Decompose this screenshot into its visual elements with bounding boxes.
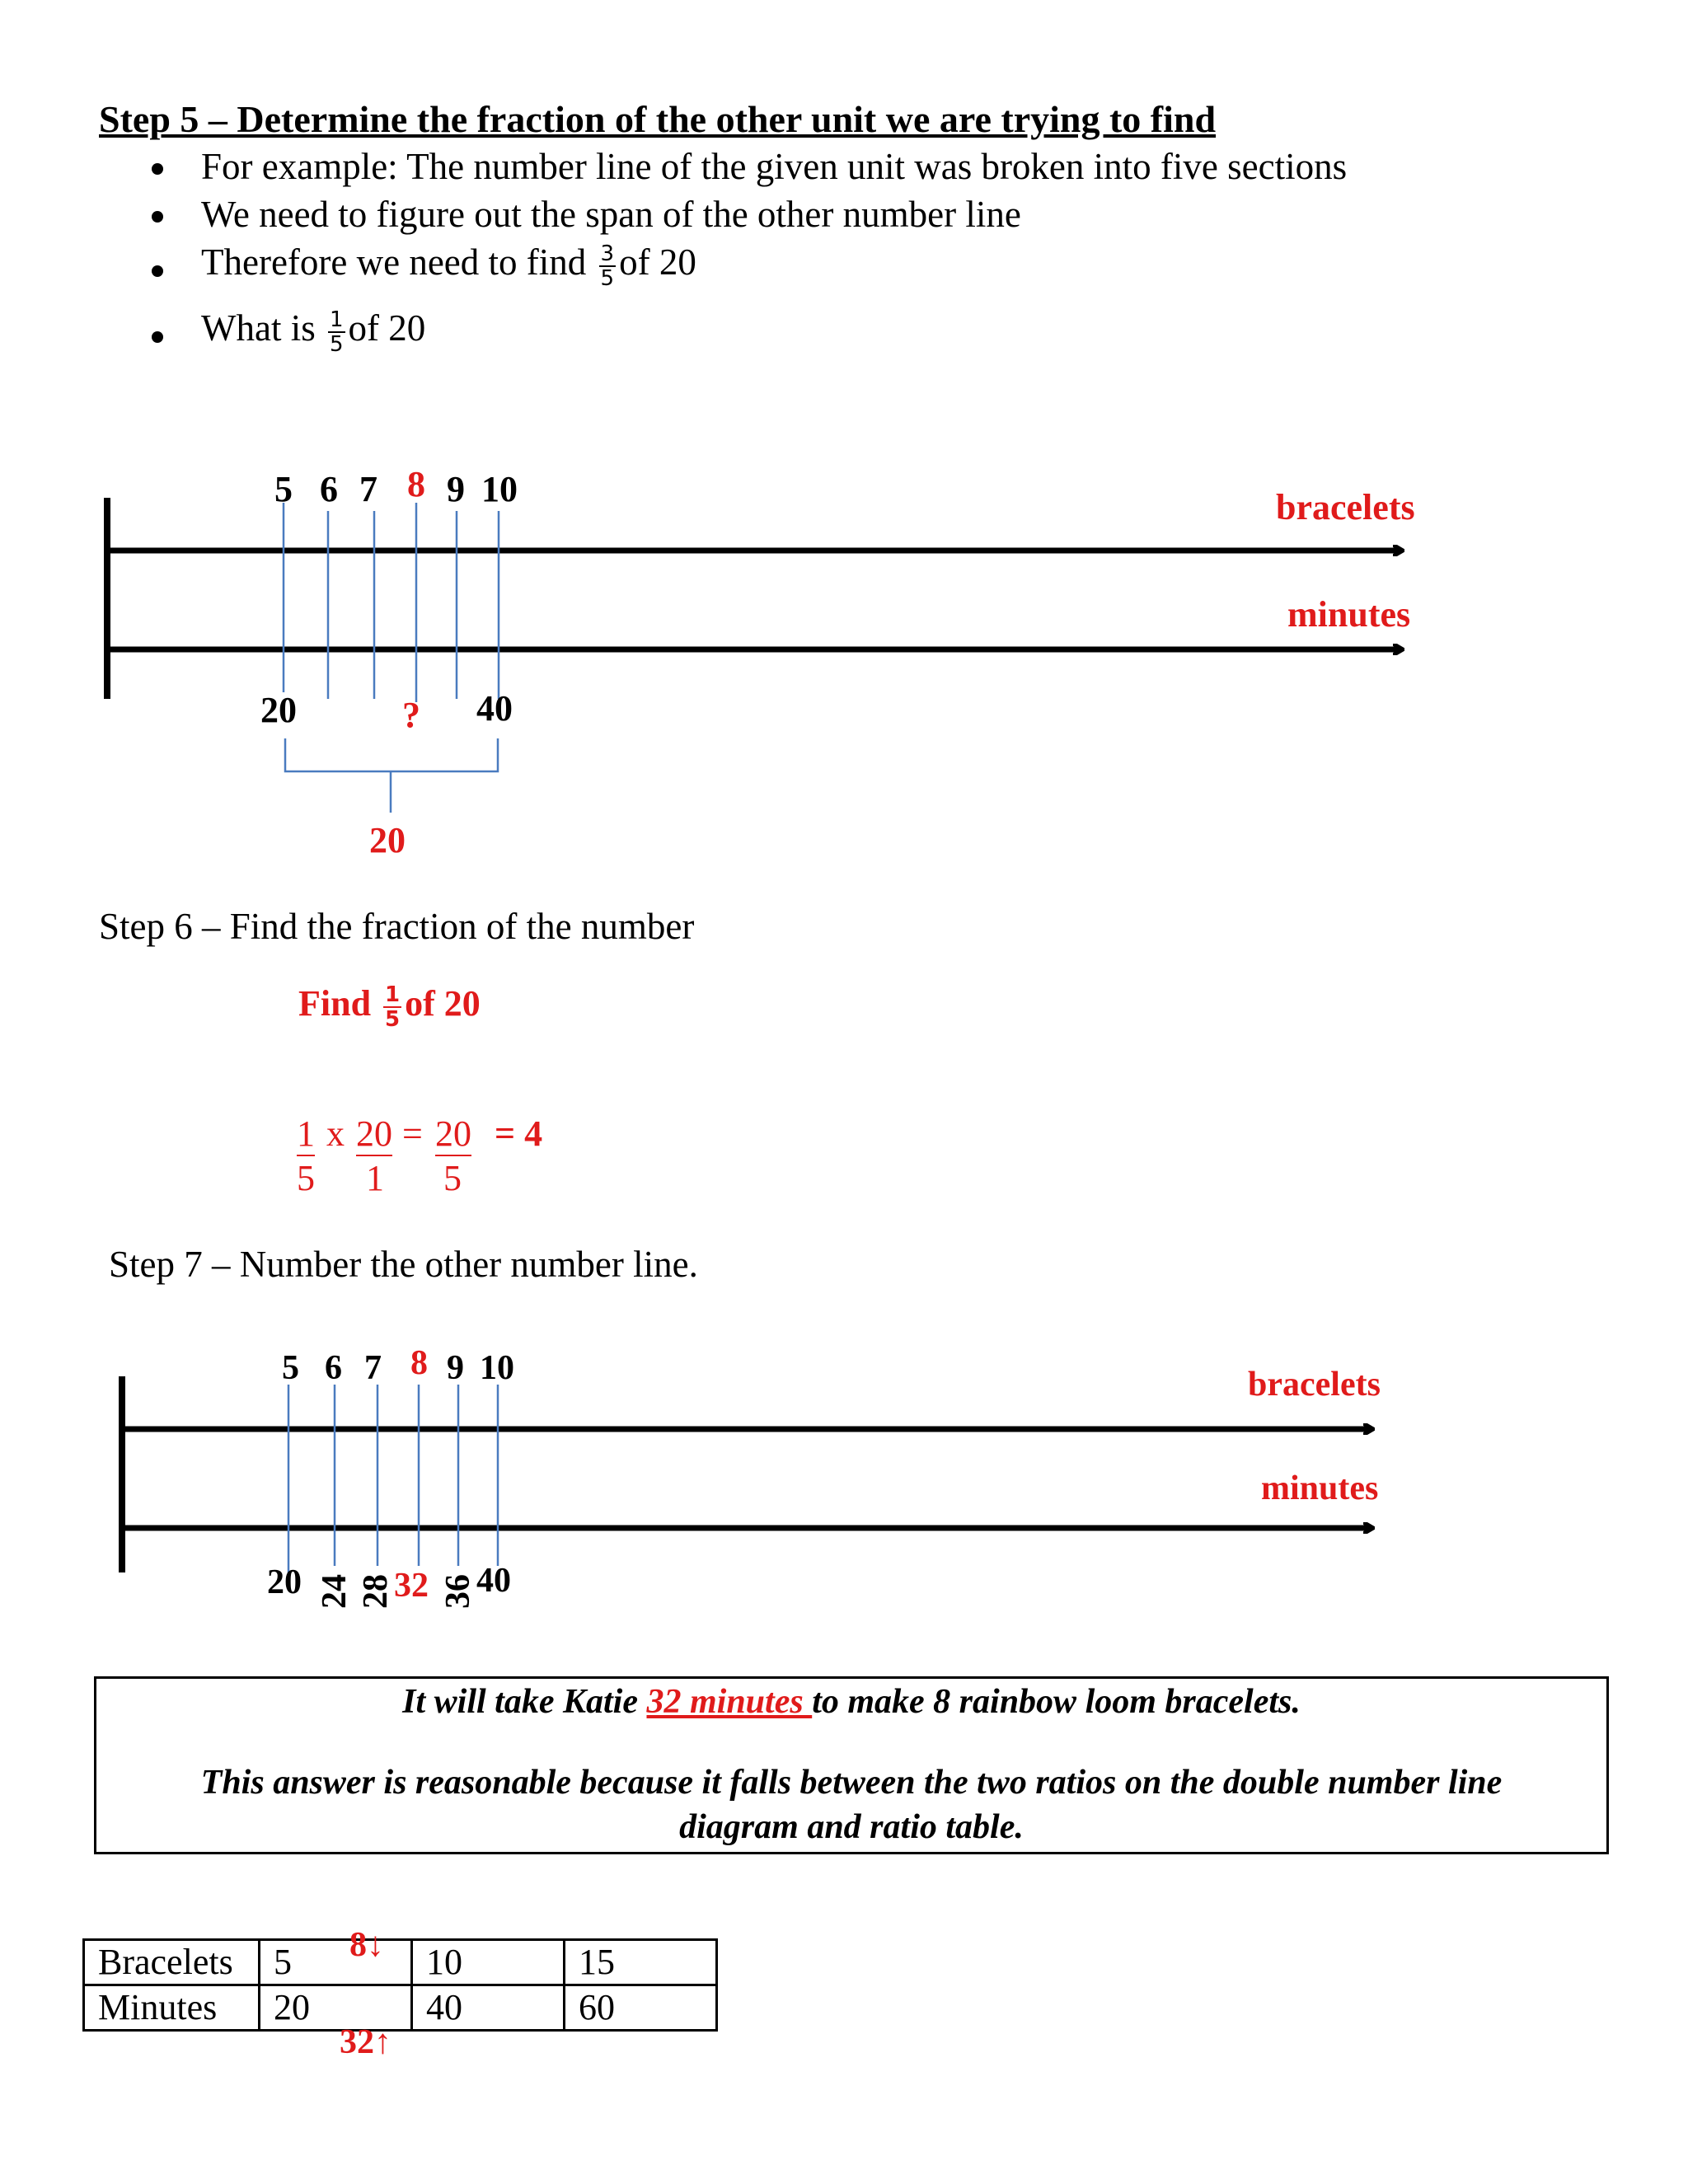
calc-b-denominator: 1	[366, 1158, 384, 1198]
top-tick-label: 7	[364, 1349, 382, 1387]
minutes-unit-label: minutes	[1261, 1469, 1379, 1507]
calc-result: = 4	[495, 1113, 543, 1154]
table-cell: 60	[565, 1985, 717, 2031]
bottom-tick-label: 20	[260, 690, 297, 730]
table-row	[84, 1940, 717, 1985]
span-label: 20	[369, 820, 406, 860]
bottom-tick-label: 20	[267, 1563, 302, 1601]
table-cell: 15	[565, 1940, 717, 1985]
table-cell: Minutes	[84, 1985, 260, 2031]
double-number-line-2	[0, 1319, 1688, 1615]
double-number-line-1	[0, 0, 1688, 907]
top-tick-label: 9	[447, 469, 465, 509]
step5-title: Step 5 – Determine the fraction of the other unit we are trying to find	[99, 98, 1217, 140]
bottom-tick-label-rotated: 28	[357, 1574, 395, 1609]
fraction-three-fifths: $\frac{3}{5}$	[600, 241, 615, 291]
answer-box	[94, 1676, 1609, 1854]
bullet-text: What is $\frac{1}{5}$ of 20	[201, 307, 426, 357]
bottom-tick-label: 40	[476, 1562, 511, 1600]
calc-equals: =	[402, 1113, 423, 1154]
top-tick-label: 6	[325, 1349, 342, 1387]
table-cell: 10	[412, 1940, 565, 1985]
calc-a-denominator: 5	[297, 1158, 315, 1198]
step6-title: Step 6 – Find the fraction of the number	[99, 906, 695, 947]
calc-c-numerator: 20	[435, 1113, 471, 1156]
reasoning-line: diagram and ratio table.	[679, 1808, 1024, 1846]
bottom-tick-label: 40	[476, 688, 513, 729]
find-fraction-prompt: Find $\frac{1}{5}$ of 20	[298, 982, 481, 1032]
span-brace	[285, 738, 498, 813]
table-insert-annotation: 8↓	[349, 1926, 384, 1964]
bottom-tick-label-answer: 32	[394, 1567, 429, 1605]
top-tick-label: 6	[320, 469, 338, 509]
answer-statement: It will take Katie 32 minutes to make 8 rainbow loom bracelets.	[402, 1683, 1301, 1721]
fraction-one-fifth: $\frac{1}{5}$	[385, 982, 401, 1032]
bottom-tick-label-rotated: 36	[439, 1574, 477, 1609]
table-cell: 5	[260, 1940, 412, 1985]
bracelets-unit-label: bracelets	[1276, 487, 1415, 527]
top-tick-label-highlight: 8	[410, 1344, 428, 1382]
table-cell: 20	[260, 1985, 412, 2031]
top-tick-label: 7	[359, 469, 377, 509]
bottom-tick-label-rotated: 24	[316, 1574, 354, 1609]
minutes-unit-label: minutes	[1287, 594, 1411, 635]
step7-title: Step 7 – Number the other number line.	[109, 1244, 698, 1285]
arrow-down-icon: ↓	[367, 1926, 384, 1964]
top-tick-label: 10	[481, 469, 518, 509]
top-tick-label: 5	[274, 469, 293, 509]
bullet-text: We need to figure out the span of the other number line	[201, 194, 1021, 235]
calc-b-numerator: 20	[356, 1113, 392, 1156]
arrow-up-icon: ↑	[374, 2023, 392, 2061]
top-tick-label: 10	[480, 1349, 514, 1387]
reasoning-line: This answer is reasonable because it falls between the two ratios on the double number line	[200, 1764, 1503, 1802]
calc-a-numerator: 1	[297, 1113, 315, 1156]
table-cell: 40	[412, 1985, 565, 2031]
top-tick-label-highlight: 8	[407, 464, 425, 504]
bullet-text: For example: The number line of the given unit was broken into five sections	[201, 146, 1348, 187]
table-row	[84, 1985, 717, 2031]
calc-c-denominator: 5	[443, 1158, 462, 1198]
unknown-value: ?	[402, 695, 420, 735]
fraction-one-fifth: $\frac{1}{5}$	[329, 307, 344, 357]
bullet-text: Therefore we need to find $\frac{3}{5}$ of 20	[201, 241, 696, 291]
top-tick-label: 5	[282, 1349, 299, 1387]
bracelets-unit-label: bracelets	[1248, 1366, 1381, 1404]
answer-value: 32 minutes	[646, 1683, 813, 1721]
ratio-table	[82, 1938, 718, 2032]
table-cell: Bracelets	[84, 1940, 260, 1985]
calc-times: x	[326, 1113, 345, 1154]
table-insert-annotation: 32↑	[340, 2023, 392, 2061]
top-tick-label: 9	[447, 1349, 464, 1387]
